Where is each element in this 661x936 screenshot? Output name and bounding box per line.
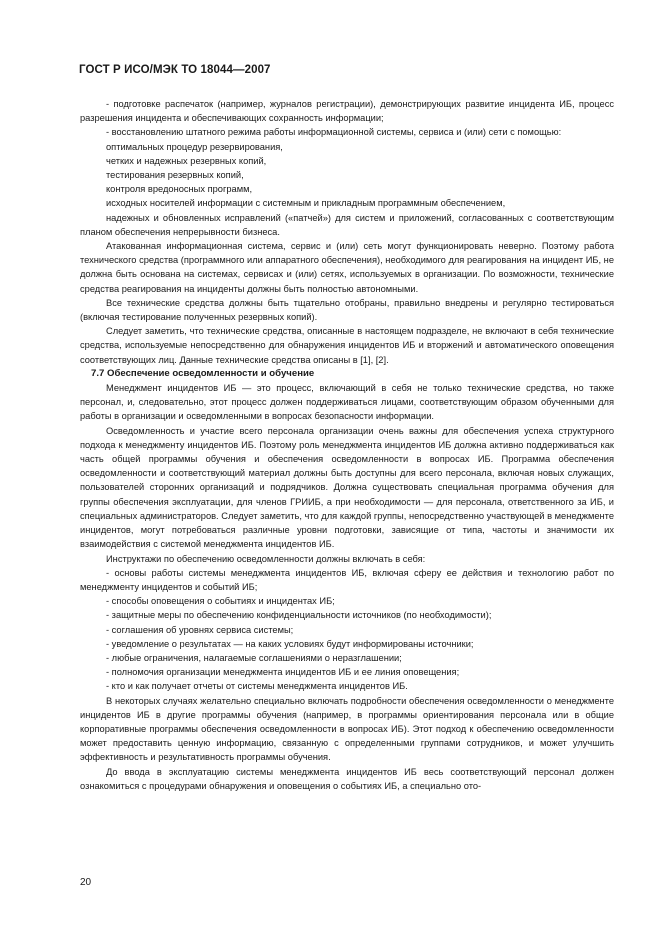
page-number: 20 [80, 877, 92, 888]
document-body [80, 97, 614, 793]
list-item: - уведомление о результатах — на каких условиях будут информированы источники; [106, 638, 474, 649]
list-item: четких и надежных резервных копий, [106, 155, 267, 166]
list-item: - полномочия организации менеджмента инцидентов ИБ и ее линия оповещения; [106, 667, 460, 678]
paragraph: надежных и обновленных исправлений («патчей») для систем и приложений, согласованных с соответствующим планом обеспечения непрерывности бизнеса. [80, 212, 614, 237]
list-item: - способы оповещения о событиях и инцидентах ИБ; [106, 596, 335, 607]
section-heading: 7.7 Обеспечение осведомленности и обучение [91, 367, 315, 379]
list-item: - кто и как получает отчеты от системы менеджмента инцидентов ИБ. [106, 681, 408, 692]
list-item: исходных носителей информации с системным и прикладным программным обеспечением, [106, 198, 506, 209]
paragraph: - подготовке распечаток (например, журналов регистрации), демонстрирующих развитие инцидента ИБ, процесс разрешения инцидента и обеспечивающих сохранность информации; [80, 99, 614, 124]
standard-header: ГОСТ Р ИСО/МЭК ТО 18044—2007 [79, 64, 271, 76]
paragraph: Следует заметить, что технические средства, описанные в настоящем подразделе, не включают в себя технические средства, используемые непосредственно для обнаружения инцидентов ИБ и вторжений и автоматического оповещения соответствующих лиц. Данные технические средства описаны в [1], [2]. [80, 326, 614, 365]
list-item: тестирования резервных копий, [106, 170, 244, 181]
list-item: - соглашения об уровнях сервиса системы; [106, 624, 294, 635]
paragraph: Менеджмент инцидентов ИБ — это процесс, включающий в себя не только технические средства, но также персонал, и, следовательно, этот процесс должен поддерживаться лицами, соответствующим образом обученными для работы в организации и осведомленными в вопросах безопасности информации. [80, 383, 614, 422]
paragraph: До ввода в эксплуатацию системы менеджмента инцидентов ИБ весь соответствующий персонал должен ознакомиться с процедурами обнаружения и оповещения о событиях ИБ, а специально ото- [80, 766, 614, 791]
paragraph: - восстановлению штатного режима работы информационной системы, сервиса и (или) сети с помощью: [106, 127, 562, 138]
list-item: - защитные меры по обеспечению конфиденциальности источников (по необходимости); [106, 610, 492, 621]
paragraph: В некоторых случаях желательно специально включать подробности обеспечения осведомленности о менеджменте инцидентов ИБ в другие программы обучения (например, в программы ориентирования персонала или в общие корпоративные программы обеспечения осведомленности в вопросах ИБ). Этот подход к обеспечению осведомленности может предоставить ценную информацию, связанную с определенными группами сотрудников, и может улучшить эффективность и результативность программы обучения. [80, 695, 614, 763]
paragraph: Атакованная информационная система, сервис и (или) сеть могут функционировать неверно. Поэтому работа технического средства (программного или аппаратного обеспечения), необходимого для реагирования на инцидент ИБ, не должна быть основана на системах, сервисах и (или) сетях, используемых в организации. По возможности, технические средства реагирования на инциденты должны быть полностью автономными. [80, 241, 614, 294]
list-item: оптимальных процедур резервирования, [106, 141, 283, 152]
list-item: контроля вредоносных программ, [106, 184, 253, 195]
paragraph: Все технические средства должны быть тщательно отобраны, правильно внедрены и регулярно тестироваться (включая тестирование полученных резервных копий). [80, 297, 614, 323]
paragraph: - основы работы системы менеджмента инцидентов ИБ, включая сферу ее действия и технологию работ по менеджменту инцидентов и событий ИБ; [80, 567, 614, 592]
list-item: - любые ограничения, налагаемые соглашениями о неразглашении; [106, 652, 402, 663]
paragraph: Инструктажи по обеспечению осведомленности должны включать в себя: [106, 553, 426, 564]
paragraph: Осведомленность и участие всего персонала организации очень важны для обеспечения успеха структурного подхода к менеджменту инцидентов ИБ. Поэтому роль менеджмента инцидентов ИБ должна активно поддерживаться как часть общей программы обучения и обеспечения осведомленности в вопросах ИБ. Программа обеспечения осведомленности и соответствующий материал должны быть доступны для всего персонала, включая новых служащих, пользователей сторонних организаций и подрядчиков. Должна существовать специальная программа обучения для группы обеспечения эксплуатации, для членов ГРИИБ, а при необходимости — для персонала, ответственного за ИБ, и специальных администраторов. Следует заметить, что для каждой группы, непосредственно участвующей в менеджменте инцидентов, могут потребоваться различные уровни подготовки, зависящие от типа, частоты и значимости их взаимодействия с системой менеджмента инцидентов ИБ. [80, 425, 614, 550]
